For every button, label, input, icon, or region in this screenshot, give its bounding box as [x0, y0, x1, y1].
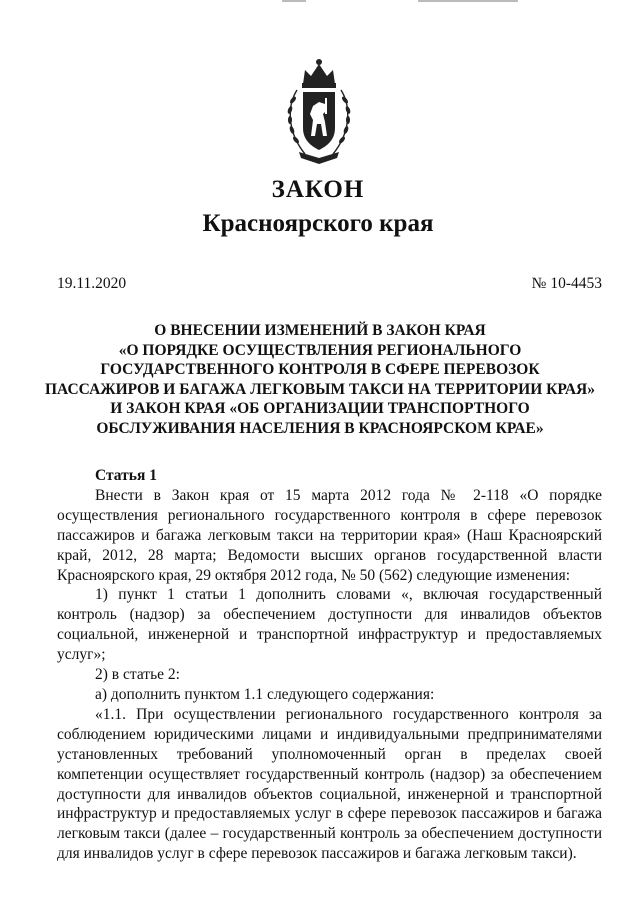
paragraph: «1.1. При осуществлении регионального государственного контроля за соблюдением юридическими лицами и индивидуальными предпринимателями установленных требований уполномоченный орган в пределах своей компетенции осуществляет государственный контроль (надзор) за обеспечением доступности для инвалидов объектов социальной, инженерной и транспортной инфраструктур и предоставляемых услуг в сфере перевозок пассажиров и багажа легковым такси (далее – государственный контроль за обеспечением доступности для инвалидов услуг в сфере перевозок пассажиров и багажа легковым такси).	[57, 705, 602, 863]
law-heading	[30, 321, 610, 439]
coat-of-arms-icon	[283, 58, 355, 166]
heading-line: И ЗАКОН КРАЯ «ОБ ОРГАНИЗАЦИИ ТРАНСПОРТНОГО	[110, 400, 530, 418]
paragraph: Внести в Закон края от 15 марта 2012 года № 2-118 «О порядке осуществления регионального государственного контроля в сфере перевозок пассажиров и багажа легковым такси на территории края» (Наш Красноярский край, 2012, 28 марта; Ведомости высших органов государственной власти Красноярского края, 29 октября 2012 года, № 50 (562) следующие изменения:	[57, 486, 602, 584]
paragraph: 2) в статье 2:	[95, 666, 180, 684]
law-date: 19.11.2020	[57, 275, 127, 292]
law-title: ЗАКОН	[271, 176, 365, 203]
heading-line: ГОСУДАРСТВЕННОГО КОНТРОЛЯ В СФЕРЕ ПЕРЕВОЗОК	[100, 361, 540, 379]
heading-line: О ВНЕСЕНИИ ИЗМЕНЕНИЙ В ЗАКОН КРАЯ	[154, 322, 486, 339]
law-number: № 10-4453	[531, 275, 602, 292]
scan-edge-mark	[418, 0, 518, 2]
scan-edge-mark	[282, 0, 306, 2]
law-subtitle: Красноярского края	[202, 210, 434, 237]
article-title: Статья 1	[95, 467, 157, 484]
paragraph: 1) пункт 1 статьи 1 дополнить словами «, включая государственный контроль (надзор) за обеспечением доступности для инвалидов объектов социальной, инженерной и транспортной инфраструктур и предоставляемых услуг»;	[57, 586, 602, 664]
heading-line: ПАССАЖИРОВ И БАГАЖА ЛЕГКОВЫМ ТАКСИ НА ТЕРРИТОРИИ КРАЯ»	[44, 380, 595, 398]
heading-line: ОБСЛУЖИВАНИЯ НАСЕЛЕНИЯ В КРАСНОЯРСКОМ КРАЕ»	[96, 419, 544, 437]
heading-line: «О ПОРЯДКЕ ОСУЩЕСТВЛЕНИЯ РЕГИОНАЛЬНОГО	[118, 341, 522, 359]
law-body	[57, 466, 602, 864]
paragraph: а) дополнить пунктом 1.1 следующего содержания:	[95, 685, 435, 703]
